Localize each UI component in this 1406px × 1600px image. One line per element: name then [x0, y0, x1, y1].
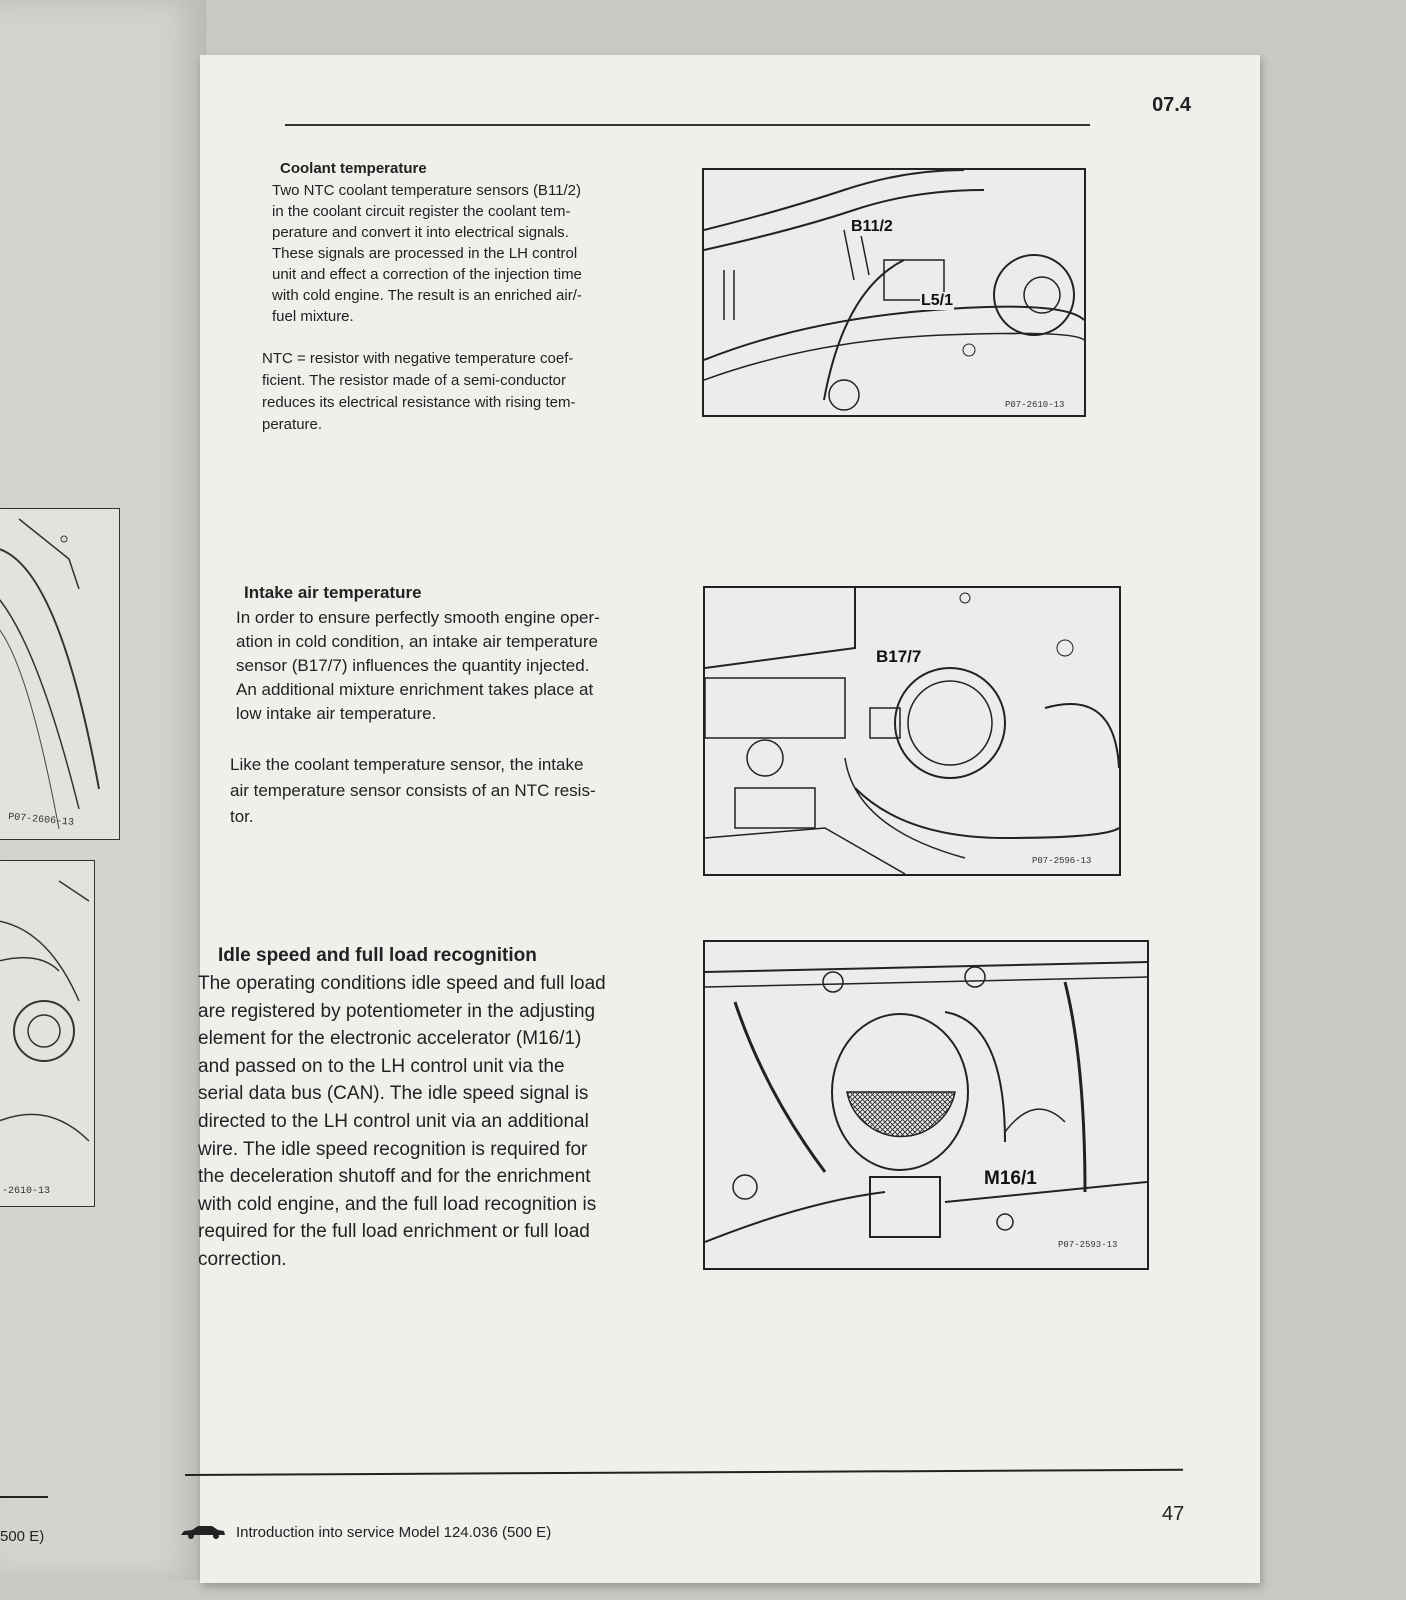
engine-drawing: [705, 942, 1147, 1268]
intake-air-temperature-paragraph-2: Like the coolant temperature sensor, the intake air temperature sensor consists of an NTC resis- tor.: [230, 755, 596, 826]
coolant-temperature-heading: Coolant temperature: [280, 160, 427, 177]
figure-code: P07-2593-13: [1058, 1240, 1118, 1250]
intake-air-temperature-paragraph-1: In order to ensure perfectly smooth engine oper- ation in cold condition, an intake air temperature sensor (B17/7) influences the quantity injected. An additional mixture enrichment takes place at low intake air temperature.: [236, 608, 600, 723]
section-number: 07.4: [1152, 94, 1191, 116]
left-page: [0, 0, 206, 1580]
idle-speed-full-load-paragraph: The operating conditions idle speed and full load are registered by potentiometer in the adjusting element for the electronic accelerator (M16/1) and passed on to the LH control unit via the serial data bus (CAN). The idle speed signal is directed to the LH control unit via an additional wire. The idle speed recognition is required for the deceleration shutoff and for the enrichment with cold engine, and the full load recognition is required for the full load enrichment or full load correction.: [198, 973, 606, 1270]
intake-air-temperature-heading: Intake air temperature: [244, 583, 422, 602]
figure-code: P07-2610-13: [1005, 400, 1065, 410]
accelerator-actuator-figure: [703, 940, 1149, 1270]
callout-m16-1: M16/1: [984, 1168, 1037, 1189]
intake-air-sensor-figure: [703, 586, 1121, 876]
header-rule: [285, 124, 1090, 126]
callout-b17-7: B17/7: [876, 647, 922, 666]
idle-speed-full-load-heading: Idle speed and full load recognition: [218, 945, 537, 966]
left-footer-fragment: 500 E): [0, 1528, 45, 1545]
left-figure-code-top: P07-2606-13: [7, 812, 75, 829]
engine-drawing: [705, 588, 1119, 874]
coolant-temperature-paragraph-1: Two NTC coolant temperature sensors (B11/2) in the coolant circuit register the coolant tem- perature and convert it into electrical signals. These signals are processed in the LH control unit and effect a correction of the injection time with cold engine. The result is an enriched air/- fuel mixture.: [272, 182, 582, 325]
left-page-figure-bottom: [0, 860, 95, 1207]
coolant-sensor-figure: [702, 168, 1086, 417]
engine-drawing: [0, 509, 119, 839]
engine-drawing: [0, 861, 94, 1206]
callout-l5-1: L5/1: [921, 292, 954, 309]
footer-text: Introduction into service Model 124.036 (500 E): [236, 1524, 552, 1541]
engine-drawing: [704, 170, 1084, 415]
left-page-figure-top: [0, 508, 120, 840]
page-number: 47: [1162, 1503, 1185, 1525]
left-figure-code-bottom: -2610-13: [2, 1186, 51, 1197]
car-icon: [180, 1524, 226, 1540]
callout-b11-2: B11/2: [851, 218, 893, 235]
left-footer-rule: [0, 1496, 48, 1498]
coolant-temperature-paragraph-2: NTC = resistor with negative temperature coef- ficient. The resistor made of a semi-conductor reduces its electrical resistance with rising tem- perature.: [262, 350, 576, 433]
figure-code: P07-2596-13: [1032, 856, 1092, 866]
